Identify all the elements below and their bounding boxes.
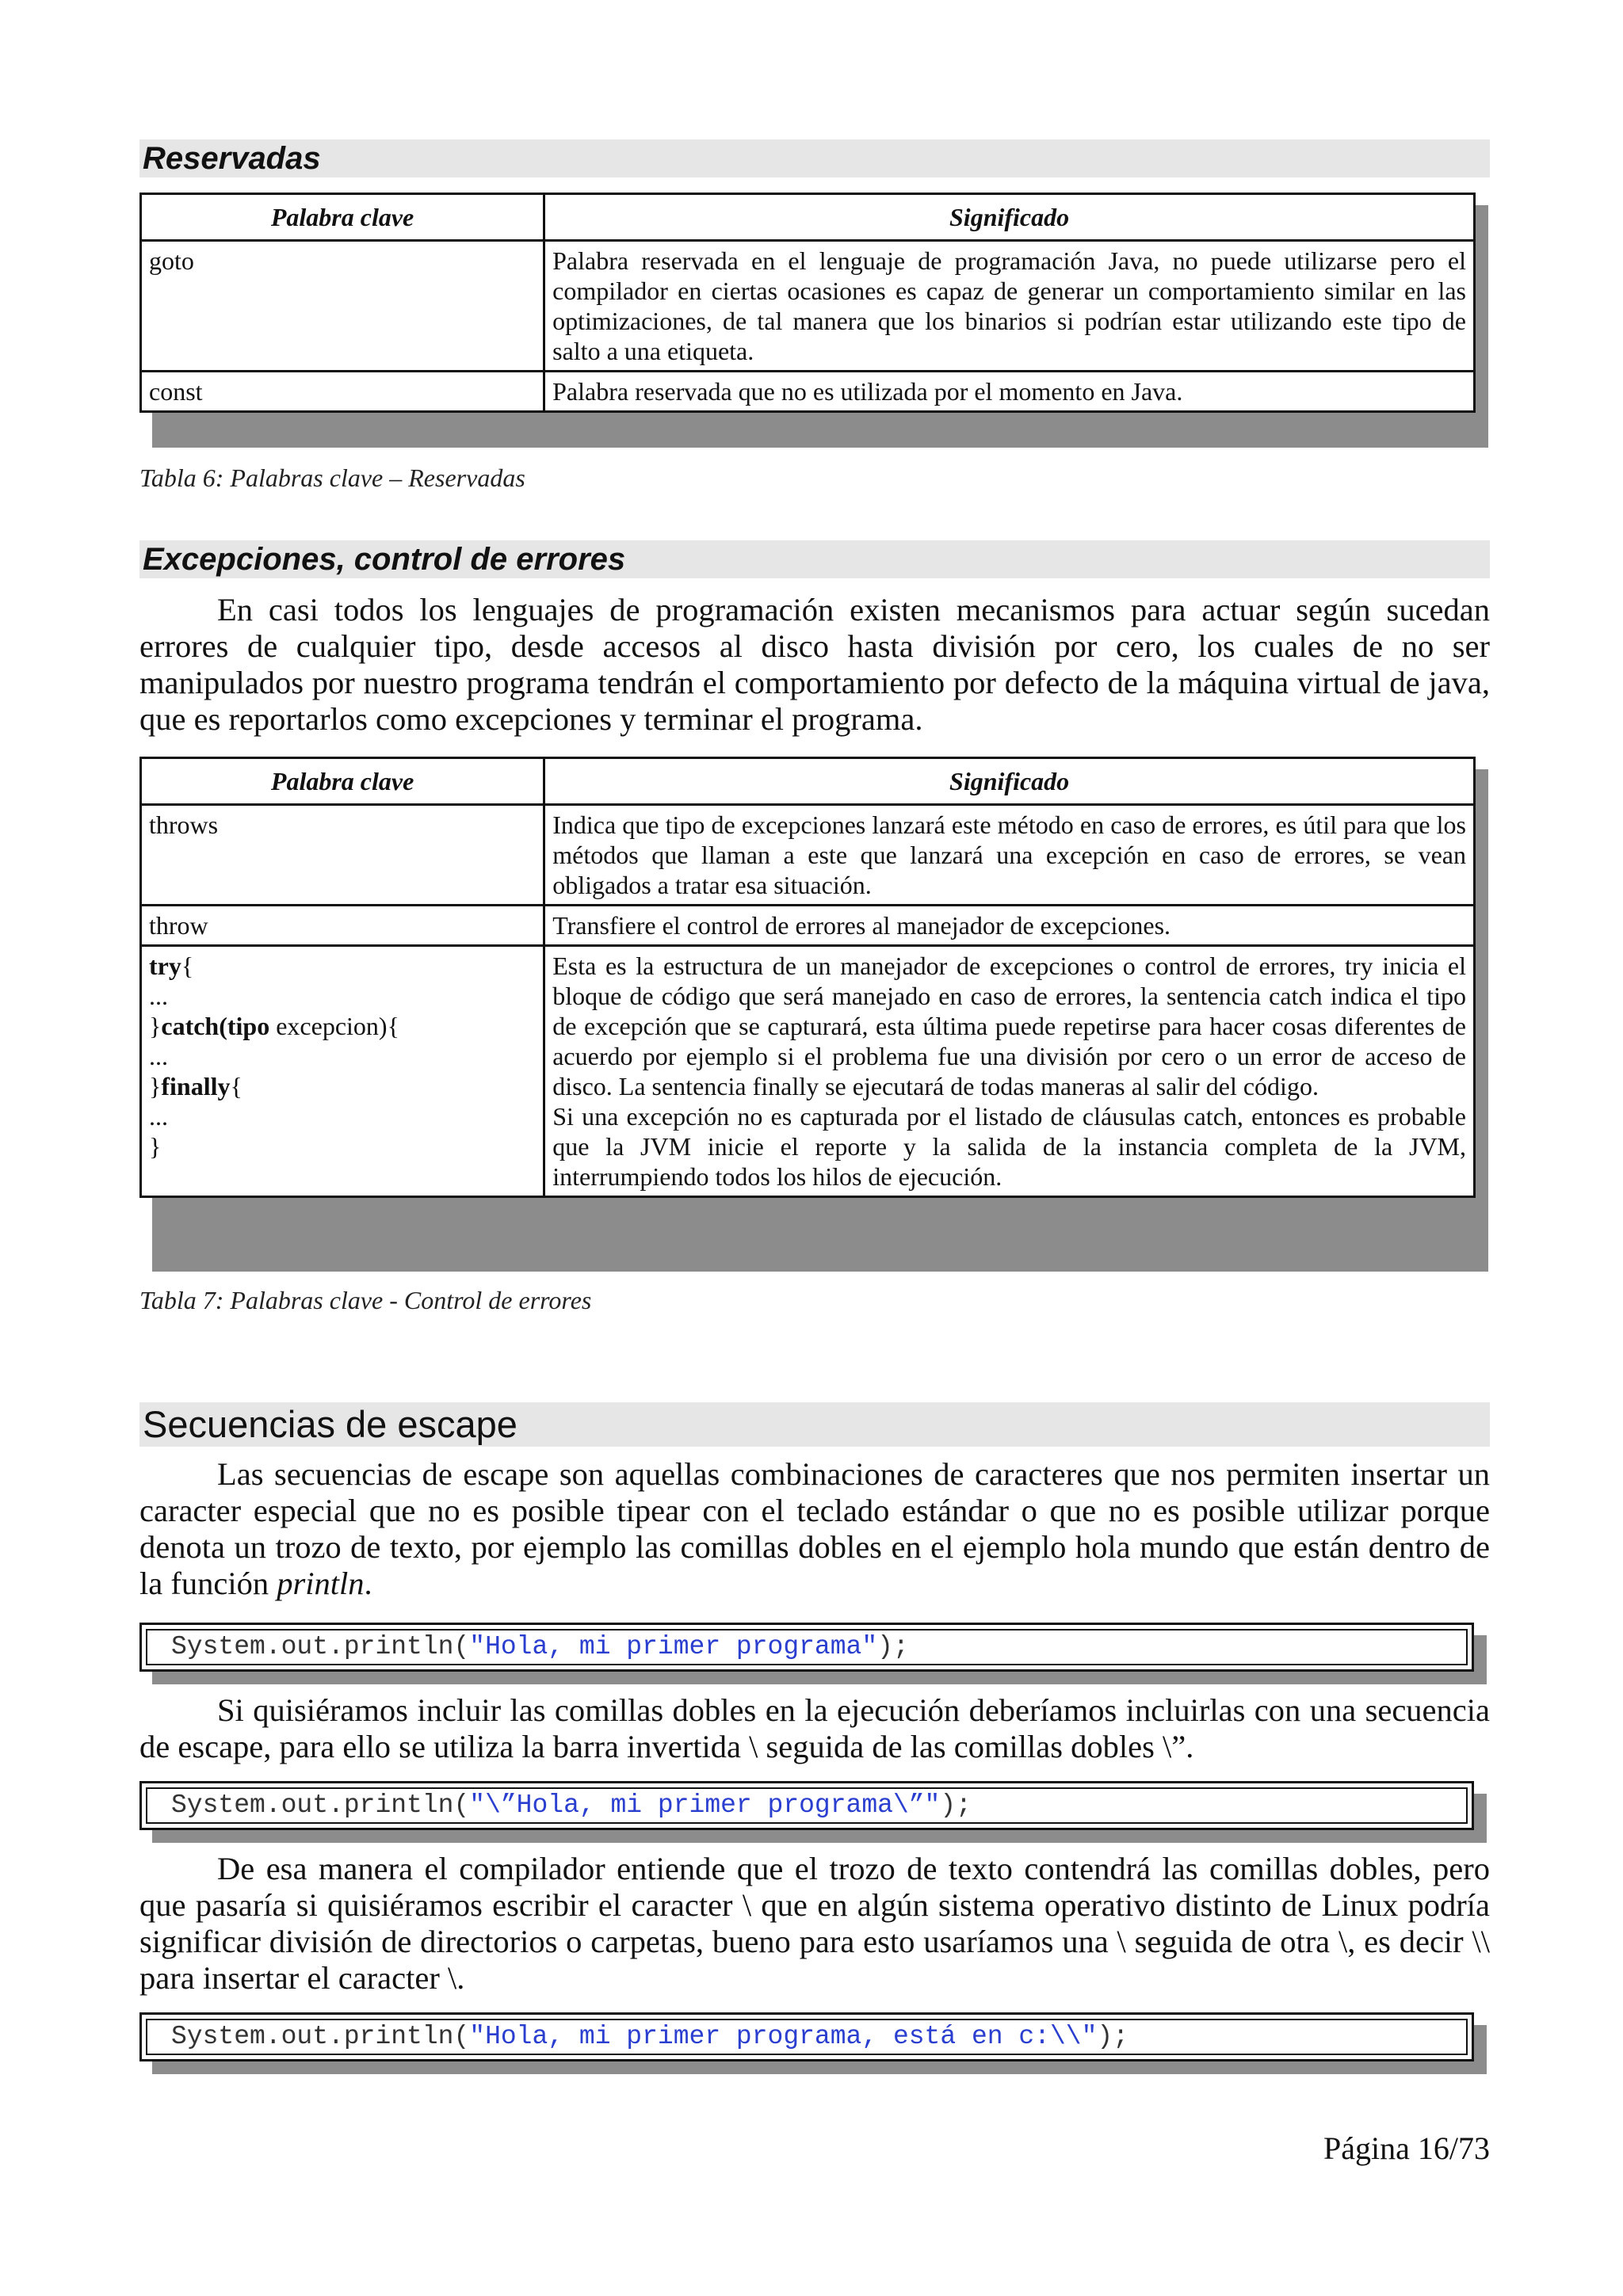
meaning-cell: Transfiere el control de errores al manejador de excepciones. [544,906,1475,946]
keyword-cell: goto [141,241,544,372]
meaning-cell: Esta es la estructura de un manejador de excepciones o control de errores, try inicia el bloque de código que será manejado en caso de errores, la sentencia catch indica el tipo de excepción que se capturará, esta última puede repetirse para hacer cosas diferentes de acuerdo por ejemplo si el problema fue una división por cero o un error de acceso de disco. La sentencia finally se ejecutará de todas maneras al salir del código. Si una excepción no es capturada por el listado de cláusulas catch, entonces es probable que la JVM inicie el reporte y la salida de la instancia completa de la JVM, interrumpiendo todos los hilos de ejecución. [544,946,1475,1197]
reservadas-table-wrapper [139,193,1488,448]
meaning-cell: Indica que tipo de excepciones lanzará este método en caso de errores, es útil para que los métodos que llaman a este que lanzará una excepción en caso de errores, se vean obligados a tratar esa situación. [544,805,1475,906]
table-row [141,805,1475,906]
section-heading-excepciones: Excepciones, control de errores [139,540,1490,578]
keyword-cell: const [141,372,544,412]
code-block-3: System.out.println("Hola, mi primer programa, está en c:\\"); [139,2012,1474,2061]
column-header-meaning: Significado [544,194,1475,241]
keyword-cell: throw [141,906,544,946]
table-row [141,241,1475,372]
table-caption: Tabla 6: Palabras clave – Reservadas [139,463,525,492]
page-number: Página 16/73 [1323,2130,1490,2166]
excepciones-table-wrapper [139,757,1488,1272]
escape-paragraph-1: Las secuencias de escape son aquellas combinaciones de caracteres que nos permiten insertar un caracter especial que no es posible tipear con el teclado estándar o que no es posible utilizar porque denota un trozo de texto, por ejemplo las comillas dobles en el ejemplo hola mundo que están dentro de la función println. [139,1456,1490,1601]
keyword-cell: try{ ... }catch(tipo excepcion){ ... }finally{ ... } [141,946,544,1197]
column-header-keyword: Palabra clave [141,194,544,241]
keyword-cell: throws [141,805,544,906]
excepciones-paragraph: En casi todos los lenguajes de programación existen mecanismos para actuar según sucedan errores de cualquier tipo, desde accesos al disco hasta división por cero, los cuales de no ser manipulados por nuestro programa tendrán el comportamiento por defecto de la máquina virtual de java, que es reportarlos como excepciones y terminar el programa. [139,592,1490,737]
table-row [141,906,1475,946]
section-heading-escape: Secuencias de escape [139,1402,1490,1447]
section-heading-reservadas: Reservadas [139,139,1490,177]
code-block-2: System.out.println("\”Hola, mi primer programa\”"); [139,1781,1474,1830]
table-row [141,372,1475,412]
table-caption: Tabla 7: Palabras clave - Control de errores [139,1286,592,1314]
code-block-1: System.out.println("Hola, mi primer programa"); [139,1623,1474,1672]
reservadas-table [139,193,1476,413]
meaning-cell: Palabra reservada en el lenguaje de programación Java, no puede utilizarse pero el compilador en ciertas ocasiones es capaz de generar un comportamiento similar en las optimizaciones, de tal manera que los binarios si podrían estar utilizando este tipo de salto a una etiqueta. [544,241,1475,372]
excepciones-table [139,757,1476,1198]
column-header-keyword: Palabra clave [141,758,544,805]
table-row [141,946,1475,1197]
meaning-cell: Palabra reservada que no es utilizada por el momento en Java. [544,372,1475,412]
escape-paragraph-3: De esa manera el compilador entiende que el trozo de texto contendrá las comillas dobles, pero que pasaría si quisiéramos escribir el caracter \ que en algún sistema operativo distinto de Linux podría significar división de directorios o carpetas, bueno para esto usaríamos una \ seguida de otra \, es decir \\ para insertar el caracter \. [139,1851,1490,1996]
column-header-meaning: Significado [544,758,1475,805]
escape-paragraph-2: Si quisiéramos incluir las comillas dobles en la ejecución deberíamos incluirlas con una secuencia de escape, para ello se utiliza la barra invertida \ seguida de las comillas dobles \”. [139,1692,1490,1764]
